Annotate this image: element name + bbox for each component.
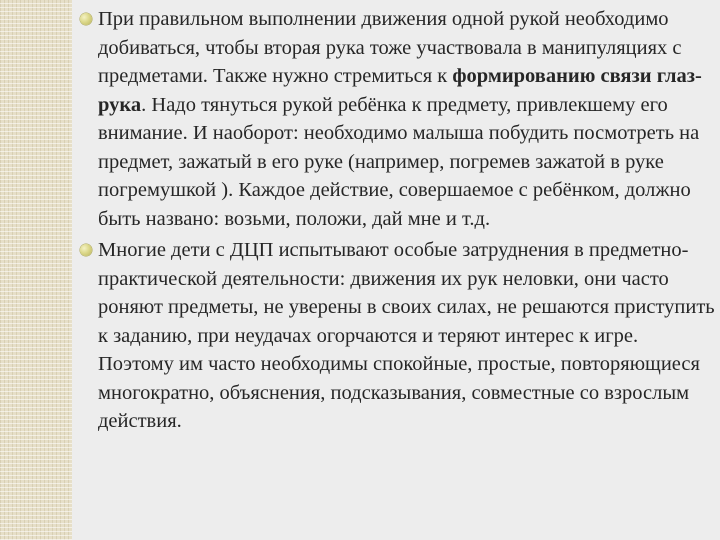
bullet-dot-icon <box>80 244 92 256</box>
decorative-side-stripe <box>0 0 72 540</box>
bullet-bold-phrase: формированию связи глаз-рука <box>98 65 702 116</box>
bullet-item-1 <box>72 5 718 233</box>
bullet-dot-icon <box>80 13 92 25</box>
bullet-text: Многие дети с ДЦП испытывают особые затруднения в предметно-практической деятельности: движения их рук неловки, они часто роняют предметы, не уверены в своих силах, не решаются приступить к заданию, при неудачах огорчаются и теряют интерес к игре. Поэтому им часто необходимы спокойные, простые, повторяющиеся многократно, объяснения, подсказывания, совместные со взрослым действия. <box>98 239 715 432</box>
bullet-text-part: При правильном выполнении движения одной рукой необходимо добиваться, чтобы вторая рука тоже участвовала в манипуляциях с предметами. Также нужно стремиться к <box>98 8 682 87</box>
bullet-text-part: . Надо тянуться рукой ребёнка к предмету, привлекшему его внимание. И наоборот: необходимо малыша побудить посмотреть на предмет, зажатый в его руке (например, погремев зажатой в руке погремушкой ). Каждое действие, совершаемое с ребёнком, должно быть названо: возьми, положи, дай мне и т.д. <box>98 93 700 230</box>
bullet-list <box>72 5 718 439</box>
slide-content <box>72 0 720 540</box>
bullet-text <box>98 8 702 230</box>
bullet-item-2 <box>72 236 718 436</box>
